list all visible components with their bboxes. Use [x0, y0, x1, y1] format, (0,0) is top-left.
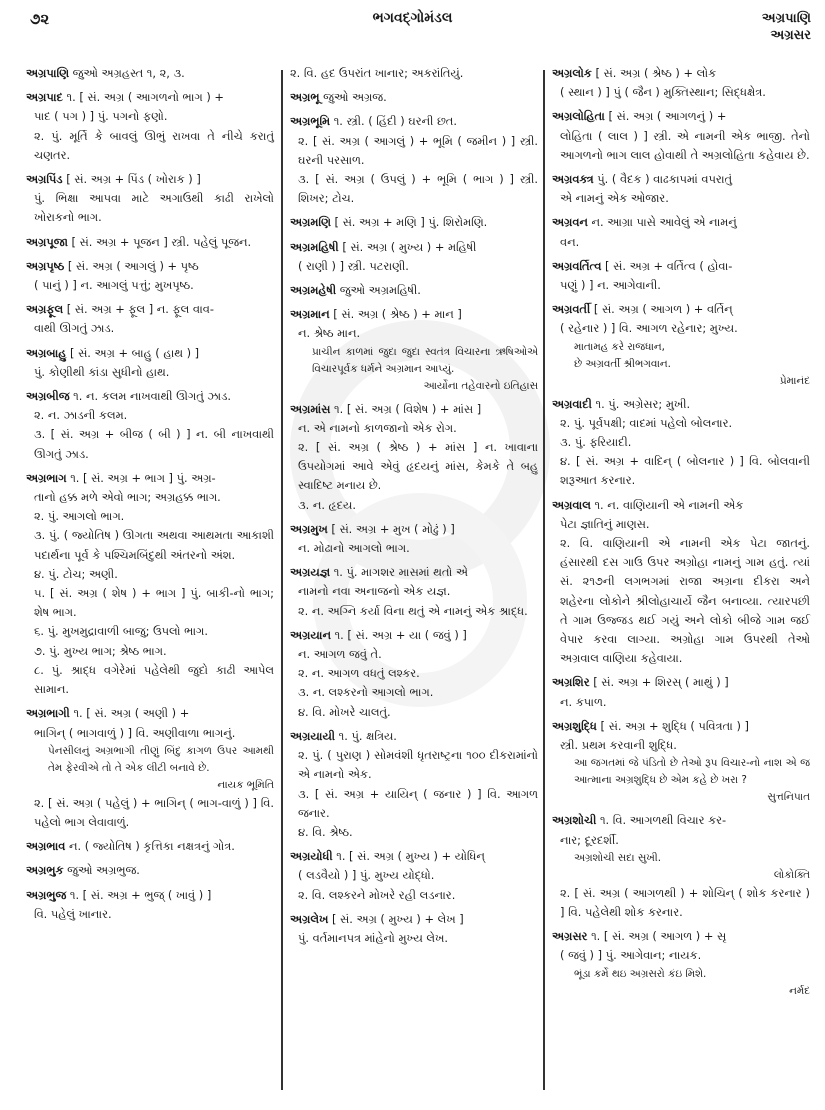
dictionary-entry: [552, 927, 810, 999]
sense: ૨. [ સં. અગ્ર ( આગળથી ) + શોચિન્ ( શોક કરનાર ) ] વિ. પહેલેથી શોક કરનાર.: [560, 885, 810, 919]
headword: અગ્રમહેષી: [290, 283, 337, 298]
dictionary-entry: [552, 496, 810, 669]
headword: અગ્રમાંસ: [290, 401, 331, 416]
definition-line: [552, 319, 810, 338]
headword: અગ્રલોહિતા: [552, 109, 605, 124]
definition-line: [552, 257, 810, 276]
headword: અગ્રયાન: [290, 627, 331, 642]
definition-text: લોહિતા ( લાલ ) ] સ્ત્રી. એ નામની એક ભાજી. તેનો આગળનો ભાગ લાલ હોવાથી તે અગ્રલોહિતા કહેવાય છે.: [560, 128, 810, 162]
definition-line: [26, 64, 274, 83]
headword: અગ્રભાગી: [26, 706, 70, 721]
sense: ૪. વિ. મોખરે ચાલતું.: [298, 704, 391, 719]
definition-text: ૧. ન. વાણિયાની એ નામની એક: [594, 497, 744, 512]
sense: ૨. [ સં. અગ્ર ( શ્રેષ્ઠ ) + માંસ ] ન. ખાવાના ઉપયોગમાં આવે એવું હૃદયનું માંસ, કેમકે તે બહુ સ્વાદિષ્ટ મનાય છે.: [298, 440, 538, 493]
headword: અગ્રફૂલ: [26, 302, 64, 317]
definition-line: [552, 83, 810, 102]
citation-quote: અગ્રશોચી સદા સુખી.: [574, 851, 662, 864]
dictionary-entry: [290, 563, 538, 621]
definition-text: ૧. [ સં. અગ્ર ( આગળ ) + સૃ: [591, 929, 727, 944]
definition-text: પણું ) ] ન. આગેવાની.: [560, 278, 661, 293]
definition-text: ૧. ન. કલમ નાખવાથી ઊગતું ઝાડ.: [73, 389, 231, 404]
dictionary-entry: [552, 213, 810, 251]
sense: ૩. ન. લશ્કરનો આગલો ભાગ.: [298, 685, 434, 700]
definition-line: [26, 300, 274, 319]
book-title: ભગવદ્ગોમંડલ: [372, 10, 453, 26]
definition-line: [552, 736, 810, 755]
definition-line: [26, 170, 274, 189]
definition-text: ૧. [ સં. અગ્ર ( વિશેષ ) + માંસ ]: [334, 401, 482, 416]
sense: ૨. પું. મૂર્તિ કે બાવલું ઊભું રાખવા તે નીચે કરાતું ચણતર.: [34, 128, 274, 162]
page-number: ૭૨: [30, 10, 50, 28]
dictionary-entry: [552, 170, 810, 208]
sense: ૨. ન. અગ્નિ કર્યા વિના થતું એ નામનું એક શ્રાદ્ધ.: [298, 603, 528, 618]
column-3: [552, 64, 810, 1100]
definition-text: ( લડવૈયો ) ] પું. મુખ્ય યોદ્ધો.: [298, 868, 435, 883]
dictionary-entry: [26, 387, 274, 464]
citation-quote: પ્રાચીન કાળમાં જુદા જુદા સ્વતંત્ર વિચારના ઋષિઓએ વિચારપૂર્વક ધર્મને અગ્રમાન આપ્યું.: [312, 345, 538, 375]
definition-text: ૧. [ સં. અગ્ર + ભાગ ] પું. અગ્ર-: [70, 470, 216, 485]
dictionary-entry: [26, 469, 274, 699]
definition-line: [26, 704, 274, 723]
citation-source: લોકોક્તિ: [773, 868, 810, 881]
dictionary-entry: [26, 300, 274, 338]
definition-text: [ સં. અગ્ર + શુદ્ધિ ( પવિત્રતા ) ]: [600, 718, 749, 733]
definition-text: [ સં. અગ્ર + મુખ ( મોઢું ) ]: [331, 521, 455, 536]
definition-line: [26, 107, 274, 126]
definition-line: [552, 693, 810, 712]
guide-word-first: અગ્રપાણિ: [761, 11, 811, 26]
page-header: [0, 0, 825, 64]
sense: ૨. [ સં. અગ્ર ( આગલું ) + ભૂમિ ( જમીન ) ] સ્ત્રી. ઘરની પરસાળ.: [298, 133, 538, 167]
sense: ૨. પું. આગલો ભાગ.: [34, 509, 125, 524]
sense: ૨. [ સં. અગ્ર ( પહેલું ) + ભાગિન્ ( ભાગ-વાળું ) ] વિ. પહેલો ભાગ લેવાવાળું.: [34, 795, 274, 829]
headword: અગ્રયોધી: [290, 849, 333, 864]
definition-line: [552, 300, 810, 319]
dictionary-entry: [26, 861, 274, 880]
definition-text: સ્ત્રી. પ્રથમ કરવાની શુદ્ધિ.: [560, 738, 677, 753]
headword: અગ્રપૃષ્ઠ: [26, 258, 65, 273]
definition-text: એ નામનું એક ઓજાર.: [560, 191, 669, 206]
citation-source: પ્રેમાનંદ: [779, 374, 810, 387]
citation-quote: પેનસીલનું અગ્રભાગી તીણું બિંદુ કાગળ ઉપર આમથી તેમ ફેરવીએ તો તે એક લીટી બનાવે છે.: [48, 744, 274, 774]
sense: ૪. પું. ટોચ; અણી.: [34, 566, 118, 581]
definition-line: [26, 469, 274, 488]
definition-line: [552, 811, 810, 830]
sense: ૨. ન. આગળ વધતું લશ્કર.: [298, 666, 420, 681]
citation-quote: આ જગતમાં જે પંડિતો છે તેઓ રૂપ વિચાર-નો નાશ એ જ આત્માના અગ્રશુદ્ધિ છે એમ કહે છે ખરા ?: [574, 757, 810, 787]
headword: અગ્રસર: [552, 929, 588, 944]
definition-line: [290, 582, 538, 601]
definition-text: [ સં. અગ્ર ( આગળ ) + વર્તિન્: [593, 302, 733, 317]
headword: અગ્રભુજ: [26, 887, 67, 902]
sense: ૩. ન. હૃદય.: [298, 497, 356, 512]
definition-line: [26, 319, 274, 338]
headword: અગ્રયજ્ઞ: [290, 565, 331, 580]
definition-line: [290, 419, 538, 438]
definition-line: [552, 515, 810, 534]
definition-text: ( પાનું ) ] ન. આગલું પત્તું; મુખપૃષ્ઠ.: [34, 278, 194, 293]
headword: અગ્રવર્તી: [552, 302, 591, 317]
definition-line: [290, 281, 538, 300]
definition-text: ન. એ નામનો કાળજાનો એક રોગ.: [298, 420, 457, 435]
citation-source: નર્મદ: [789, 984, 810, 997]
dictionary-entry: [552, 673, 810, 711]
headword: અગ્રપૂજા: [26, 234, 68, 249]
headword: અગ્રબાહુ: [26, 345, 67, 360]
definition-line: [26, 88, 274, 107]
sense: ૩. પું. ફરિયાદી.: [560, 435, 632, 450]
definition-text: [ સં. અગ્ર ( શ્રેષ્ઠ ) + માન ]: [333, 307, 462, 322]
definition-line: [26, 861, 274, 880]
sense: ૨. વિ. વાણિયાની એ નામની એક પેટા જાતનું. હંસારથી દસ ગાઉ ઉપર અગ્રોહા નામનું ગામ હતું. ત્યાં સં. ૨૧૭ની લગભગમાં રાજા અગ્રના દીકરા અને શહેરના લોકોને શ્રીલોહાચાર્યે જૈન બનાવ્યા. ત્યારપછી તે ગામ ઉજ્જડ થઈ ગયું અને લોકો બીજે ગામ જઈ વેપાર કરવા લાગ્યા. અગ્રોહા ગામ ઉપરથી તેઓ અગ્રવાલ વાણિયા કહેવાયા.: [560, 536, 810, 666]
dictionary-entry: [26, 886, 274, 924]
column-1: [26, 64, 274, 1100]
definition-line: [26, 837, 274, 856]
dictionary-entry: [26, 704, 274, 832]
headword: અગ્રભુક: [26, 863, 64, 878]
definition-line: [552, 395, 810, 414]
dictionary-entry: [290, 520, 538, 558]
dictionary-entry: [552, 64, 810, 102]
dictionary-entry: [552, 395, 810, 491]
definition-text: ૨. વિ. હદ ઉપરાંત ખાનાર; અકરાંતિયું.: [290, 66, 464, 80]
citation-source: સુત્તનિપાત: [767, 791, 810, 804]
definition-line: [552, 496, 810, 515]
dictionary-entry: [552, 107, 810, 165]
definition-line: [552, 673, 810, 692]
definition-line: [552, 64, 810, 83]
headword: અગ્રમુખ: [290, 521, 328, 536]
citation-source: નાયક ભૂમિતિ: [217, 778, 274, 791]
definition-text: [ સં. અગ્ર ( મુખ્ય ) + મહિષી: [342, 239, 477, 254]
dictionary-entry: [290, 847, 538, 905]
headword: અગ્રવાલ: [552, 497, 591, 512]
citation-source: આર્યોના તહેવારનો ઇતિહાસ: [423, 379, 538, 392]
headword: અગ્રબીજ: [26, 389, 70, 404]
definition-text: વિ. પહેલું ખાનાર.: [34, 906, 112, 921]
definition-line: [290, 305, 538, 324]
definition-line: [290, 324, 538, 343]
guide-words: [762, 10, 811, 44]
definition-text: પું. ( વૈદક ) વાઢકાપમાં વપરાતું: [597, 172, 733, 187]
headword: અગ્રભૂ: [290, 90, 320, 105]
dictionary-entry: [26, 344, 274, 382]
sense: ૨. પું. ( પુરાણ ) સોમવંશી ધૃતરાષ્ટ્રના ૧૦૦ દીકરામાંનો એ નામનો એક.: [298, 748, 538, 782]
definition-line: [290, 866, 538, 885]
definition-text: [ સં. અગ્ર + પૂજન ] સ્ત્રી. પહેલું પૂજન.: [71, 234, 252, 249]
definition-text: પું. વર્તમાનપત્ર માંહેનો મુખ્ય લેખ.: [298, 930, 449, 945]
headword: અગ્રભાગ: [26, 470, 67, 485]
headword: અગ્રલેખ: [290, 911, 329, 926]
definition-text: જુઓ અગ્રમહિષી.: [339, 283, 421, 298]
dictionary-entry: [290, 626, 538, 722]
dictionary-entry: [26, 837, 274, 856]
definition-text: ( સ્થાન ) ] પું ( જૈન ) મુક્તિસ્થાન; સિદ્ધક્ષેત્ર.: [560, 85, 766, 100]
definition-text: ૧. પું. ક્ષત્રિય.: [338, 728, 397, 743]
dictionary-entry: [290, 305, 538, 394]
definition-line: [290, 88, 538, 107]
dictionary-entry: [290, 213, 538, 232]
definition-text: ન. મોઢાનો આગલો ભાગ.: [298, 541, 410, 556]
sense: ૩. પું. ( જ્યોતિષ ) ઊગતા અથવા આથમતા આકાશી પદાર્થના પૂર્વ કે પશ્ચિમબિંદુથી અંતરનો અંશ.: [34, 528, 274, 562]
dictionary-entry: [290, 64, 538, 83]
definition-line: [552, 189, 810, 208]
dictionary-entry: [26, 257, 274, 295]
definition-line: [552, 831, 810, 850]
definition-line: [26, 905, 274, 924]
headword: અગ્રપાણિ: [26, 66, 70, 80]
headword: અગ્રભાવ: [26, 839, 66, 854]
guide-word-last: અગ્રસર: [770, 28, 811, 43]
definition-text: [ સં. અગ્ર + બાહુ ( હાથ ) ]: [70, 345, 200, 360]
definition-line: [290, 520, 538, 539]
definition-text: ન. આગ્રા પાસે આવેલું એ નામનું: [591, 215, 737, 230]
definition-text: [ સં. અગ્ર ( શ્રેષ્ઠ ) + લોક: [595, 66, 717, 80]
headword: અગ્રવન: [552, 215, 588, 230]
definition-line: [290, 563, 538, 582]
sense: ૫. [ સં. અગ્ર ( શેષ ) + ભાગ ] પું. બાકી-નો ભાગ; શેષ ભાગ.: [34, 586, 274, 620]
dictionary-entry: [552, 257, 810, 295]
definition-text: તાનો હક્ક મળે એવો ભાગ; અગ્રહક્ક ભાગ.: [34, 490, 221, 505]
definition-text: ( રહેનાર ) ] વિ. આગળ રહેનાર; મુખ્ય.: [560, 321, 738, 336]
definition-text: ૧. સ્ત્રી. ( હિંદી ) ઘરની છત.: [333, 114, 457, 129]
definition-line: [290, 64, 538, 83]
citation-quote: ભૂંડા કર્મે થઇ અગ્રસરો કંઇ મિશે.: [574, 967, 707, 980]
definition-line: [26, 724, 274, 743]
definition-text: ( જવું ) ] પું. આગેવાન; નાયક.: [560, 948, 702, 963]
definition-line: [26, 363, 274, 382]
definition-text: ( રાણી ) ] સ્ત્રી. પટરાણી.: [298, 258, 409, 273]
dictionary-entry: [26, 88, 274, 165]
definition-line: [290, 847, 538, 866]
definition-line: [290, 910, 538, 929]
definition-text: પેટા જ્ઞાતિનું માણસ.: [560, 516, 650, 531]
dictionary-entry: [26, 64, 274, 83]
dictionary-entry: [26, 170, 274, 228]
definition-text: [ સં. અગ્ર ( આગલું ) + પૃષ્ઠ: [67, 258, 199, 273]
definition-text: ૧. [ સં. અગ્ર + ભુજ્ ( ખાવું ) ]: [69, 887, 212, 902]
definition-line: [26, 233, 274, 252]
definition-text: [ સં. અગ્ર ( આગળનું ) +: [608, 109, 727, 124]
definition-line: [552, 717, 810, 736]
definition-text: ન. ( જ્યોતિષ ) કૃત્તિકા નક્ષત્રનું ગોત્ર.: [68, 839, 235, 854]
definition-text: [ સં. અગ્ર + શિરસ્ ( માથું ) ]: [593, 675, 729, 690]
definition-text: પાદ ( પગ ) ] પું. પગનો ફણો.: [34, 109, 168, 124]
definition-text: [ સં. અગ્ર + પિંડ ( ખોરાક ) ]: [66, 172, 201, 187]
definition-line: [26, 276, 274, 295]
definition-text: ન. શ્રેષ્ઠ માન.: [298, 326, 361, 341]
headword: અગ્રવક્ત્ર: [552, 172, 594, 187]
sense: ૩. [ સં. અગ્ર + યાયિન્ ( જનાર ) ] વિ. આગળ જનાર.: [298, 786, 538, 820]
definition-text: ૧. [ સં. અગ્ર + યા ( જવું ) ]: [334, 627, 467, 642]
definition-line: [290, 539, 538, 558]
dictionary-entry: [290, 910, 538, 948]
definition-line: [290, 929, 538, 948]
dictionary-entry: [290, 400, 538, 515]
headword: અગ્રશોચી: [552, 813, 597, 828]
definition-text: ૧. [ સં. અગ્ર ( અણી ) +: [73, 706, 190, 721]
definition-line: [552, 127, 810, 165]
definition-line: [26, 886, 274, 905]
definition-text: જુઓ અગ્રહસ્ત ૧, ૨, ૩.: [72, 66, 185, 80]
headword: અગ્રભૂમિ: [290, 114, 331, 129]
definition-line: [290, 727, 538, 746]
definition-text: ભાગિન્ ( ભાગવાળું ) ] વિ. અણીવાળા ભાગનું.: [34, 725, 236, 740]
definition-text: વાથી ઊગતું ઝાડ.: [34, 321, 115, 336]
definition-text: જુઓ અગ્રજ.: [323, 90, 387, 105]
column-2: [290, 64, 538, 1100]
dictionary-entry: [26, 233, 274, 252]
definition-line: [552, 927, 810, 946]
definition-line: [552, 946, 810, 965]
headword: અગ્રલોક: [552, 66, 592, 80]
definition-line: [552, 276, 810, 295]
citation-quote: માતામહ કરે રાજધાન,: [574, 340, 665, 353]
definition-text: પું. ભિક્ષા આપવા માટે અગાઉથી કાઢી રાખેલો ખોરાકનો ભાગ.: [34, 191, 274, 225]
definition-line: [290, 626, 538, 645]
definition-text: ન. કપાળ.: [560, 694, 607, 709]
sense: ૬. પું. મુખમુદ્રાવાળી બાજુ; ઉપલો ભાગ.: [34, 624, 208, 639]
definition-line: [552, 170, 810, 189]
headword: અગ્રપિંડ: [26, 172, 63, 187]
definition-line: [290, 213, 538, 232]
definition-line: [290, 400, 538, 419]
sense: ૩. [ સં. અગ્ર + બીજ ( બી ) ] ન. બી નાખવાથી ઊગતું ઝાડ.: [34, 427, 274, 461]
sense: ૨. પું. પૂર્વપક્ષી; વાદમાં પહેલો બોલનાર.: [560, 415, 733, 430]
headword: અગ્રયાયી: [290, 728, 336, 743]
definition-text: પું. કોણીથી કાંડા સુધીનો હાથ.: [34, 364, 170, 379]
definition-line: [26, 189, 274, 227]
definition-line: [290, 645, 538, 664]
dictionary-entry: [552, 811, 810, 922]
headword: અગ્રશિર: [552, 675, 590, 690]
definition-line: [552, 233, 810, 252]
sense: ૪. [ સં. અગ્ર + વાદિન્ ( બોલનાર ) ] વિ. બોલવાની શરૂઆત કરનાર.: [560, 454, 810, 488]
sense: ૩. [ સં. અગ્ર ( ઉપલું ) + ભૂમિ ( ભાગ ) ] સ્ત્રી. શિખર; ટોચ.: [298, 172, 538, 206]
definition-text: નાર; દૂરદર્શી.: [560, 832, 619, 847]
definition-line: [552, 107, 810, 126]
headword: અગ્રવર્તિત્વ: [552, 258, 602, 273]
definition-line: [290, 257, 538, 276]
definition-line: [290, 112, 538, 131]
column-divider: [281, 70, 283, 1090]
column-divider: [543, 70, 545, 1090]
headword: અગ્રમાન: [290, 307, 330, 322]
sense: ૭. પું. મુખ્ય ભાગ; શ્રેષ્ઠ ભાગ.: [34, 643, 167, 658]
definition-text: [ સં. અગ્ર ( મુખ્ય ) + લેખ ]: [331, 911, 464, 926]
definition-text: વન.: [560, 234, 580, 249]
definition-text: નામનો નવા અનાજનો એક યજ્ઞ.: [298, 584, 451, 599]
dictionary-entry: [290, 281, 538, 300]
definition-line: [26, 488, 274, 507]
definition-text: ન. આગળ જવું તે.: [298, 647, 382, 662]
headword: અગ્રશુદ્ધિ: [552, 718, 597, 733]
sense: ૮. પું. શ્રાદ્ધ વગેરેમાં પહેલેથી જુદો કાઢી આપેલ સામાન.: [34, 662, 274, 697]
headword: અગ્રપાદ: [26, 90, 63, 105]
dictionary-entry: [290, 88, 538, 107]
definition-line: [290, 238, 538, 257]
sense: ૨. વિ. લશ્કરને મોખરે રહી લડનાર.: [298, 887, 456, 902]
definition-text: ૧. પું. માગશર માસમાં થતો એ: [333, 565, 468, 580]
definition-text: [ સં. અગ્ર + વર્તિત્વ ( હોવા-: [605, 258, 733, 273]
sense: ૨. ન. ઝાડની કલમ.: [34, 408, 128, 423]
definition-text: જુઓ અગ્રભુજ.: [67, 863, 140, 878]
definition-line: [26, 387, 274, 406]
definition-line: [552, 213, 810, 232]
definition-text: [ સં. અગ્ર + મણિ ] પું. શિરોમણિ.: [334, 215, 488, 230]
dictionary-entry: [552, 717, 810, 806]
definition-text: ૧. [ સં. અગ્ર ( આગળનો ભાગ ) +: [66, 90, 224, 105]
dictionary-entry: [290, 112, 538, 208]
definition-line: [26, 257, 274, 276]
definition-text: ૧. વિ. આગળથી વિચાર કર-: [599, 813, 727, 828]
definition-text: ૧. પું. અગ્રેસર; મુખી.: [595, 396, 691, 411]
headword: અગ્રવાદી: [552, 396, 592, 411]
sense: ૪. વિ. શ્રેષ્ઠ.: [298, 824, 353, 839]
definition-line: [26, 344, 274, 363]
dictionary-entry: [290, 727, 538, 842]
headword: અગ્રમહિષી: [290, 239, 339, 254]
definition-text: [ સં. અગ્ર + ફૂલ ] ન. ફૂલ વાવ-: [66, 302, 214, 317]
dictionary-entry: [290, 238, 538, 276]
dictionary-entry: [552, 300, 810, 389]
headword: અગ્રમણિ: [290, 215, 331, 230]
definition-text: ૧. [ સં. અગ્ર ( મુખ્ય ) + યોધિન્: [336, 849, 485, 864]
citation-quote: છે અગ્રવર્તી શ્રીભગવાન.: [574, 357, 671, 370]
